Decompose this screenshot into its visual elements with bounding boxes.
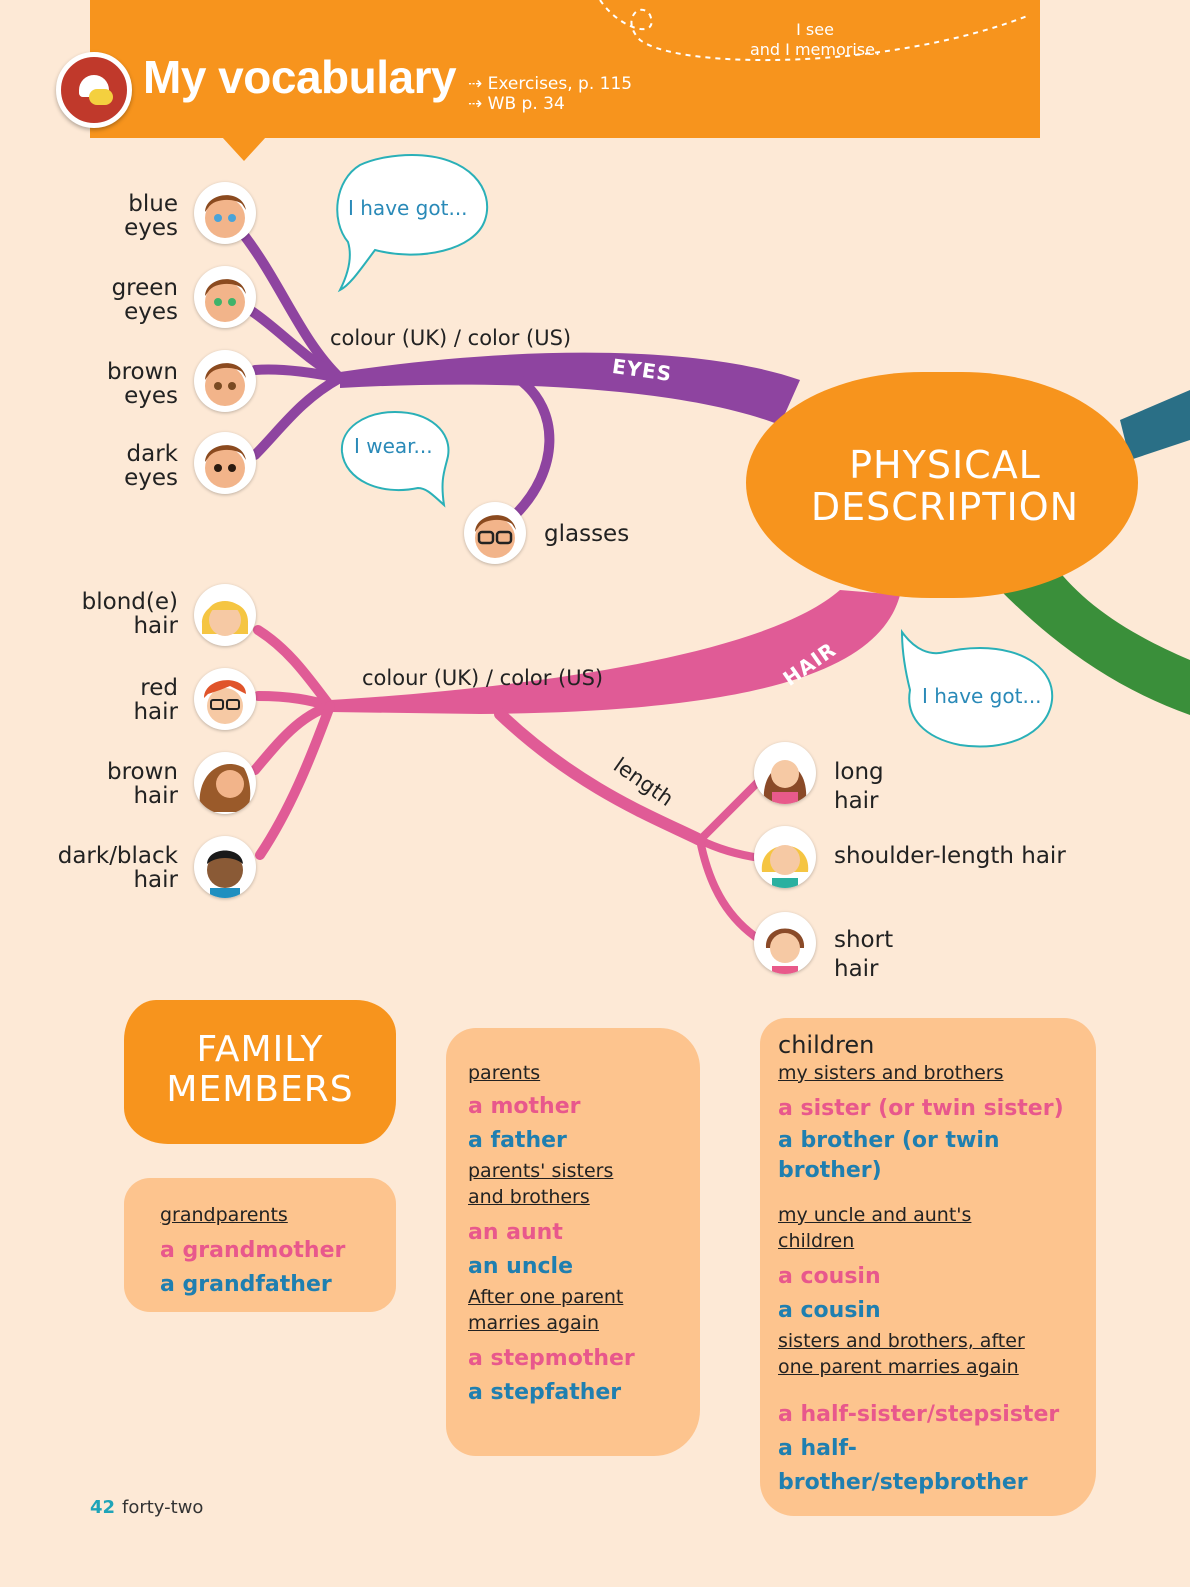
children-list xyxy=(778,1030,1088,1500)
bubble-hair-got-text: I have got... xyxy=(922,684,1042,708)
grandparents-heading: grandparents xyxy=(160,1204,288,1226)
memo-line-1: I see xyxy=(796,20,834,39)
physical-description-title xyxy=(780,444,1110,528)
eye-item-label: brown eyes xyxy=(106,359,178,409)
word-aunt: an aunt xyxy=(468,1220,563,1245)
boy-brown-eyes-icon xyxy=(194,350,256,412)
hair-item-label: dark/black hair xyxy=(57,843,178,893)
speech-bubble-wear xyxy=(342,412,449,505)
boy-blue-eyes-icon xyxy=(194,182,256,244)
boy-black-hair-icon xyxy=(194,836,256,898)
grandparents-list xyxy=(160,1202,345,1302)
eye-item-label: blue eyes xyxy=(124,191,178,241)
family-members-title xyxy=(124,1030,396,1110)
eyes-branch-label: EYES xyxy=(610,353,674,387)
glasses-label: glasses xyxy=(544,521,630,547)
eye-item-label: green eyes xyxy=(111,275,178,325)
hair-item-label: blond(e) hair xyxy=(81,589,178,639)
family-hub-line-1: FAMILY xyxy=(196,1029,324,1070)
word-mother: a mother xyxy=(468,1094,581,1119)
half-siblings-heading: sisters and brothers, after one parent marries again xyxy=(778,1330,1025,1378)
boy-green-eyes-icon xyxy=(194,266,256,328)
word-half-brother: a half-brother/stepbrother xyxy=(778,1436,1028,1495)
word-cousin-male: a cousin xyxy=(778,1298,881,1323)
remarriage-heading: After one parent marries again xyxy=(468,1286,624,1334)
boy-red-hair-icon xyxy=(194,668,256,730)
hub-line-1: PHYSICAL xyxy=(849,443,1041,487)
hair-item-label: red hair xyxy=(133,675,178,725)
eye-item-label: dark eyes xyxy=(124,441,178,491)
word-stepfather: a stepfather xyxy=(468,1380,622,1405)
word-grandmother: a grandmother xyxy=(160,1238,346,1263)
bubble-eyes-got-text: I have got... xyxy=(348,196,468,220)
ref-exercises: Exercises, p. 115 xyxy=(487,74,633,94)
shoulder-length-hair-label: shoulder-length hair xyxy=(834,843,1066,869)
memo-line-2: and I memorise. xyxy=(749,40,881,59)
long-hair-label: long hair xyxy=(834,759,884,814)
speech-bubble-eyes-got xyxy=(337,155,487,290)
page-number-words: forty-two xyxy=(122,1497,204,1518)
girl-blond-hair-icon xyxy=(194,584,256,646)
word-half-sister: a half-sister/stepsister xyxy=(778,1402,1060,1427)
page-title: My vocabulary xyxy=(143,51,457,103)
ref-workbook: WB p. 34 xyxy=(487,94,565,114)
aunts-uncles-heading: parents' sisters and brothers xyxy=(468,1160,614,1208)
boy-glasses-icon xyxy=(464,502,526,564)
boy-dark-eyes-icon xyxy=(194,432,256,494)
hair-item-label: brown hair xyxy=(106,759,178,809)
family-hub-line-2: MEMBERS xyxy=(166,1069,354,1110)
children-title: children xyxy=(778,1031,875,1059)
word-brother: a brother (or twin brother) xyxy=(778,1128,1000,1183)
siblings-heading: my sisters and brothers xyxy=(778,1062,1004,1084)
parents-list xyxy=(468,1060,693,1410)
girl-shoulder-length-hair-icon xyxy=(754,826,816,888)
girl-brown-hair-icon xyxy=(194,752,256,814)
word-uncle: an uncle xyxy=(468,1254,573,1279)
hub-line-2: DESCRIPTION xyxy=(810,485,1080,529)
hair-colour-label: colour (UK) / color (US) xyxy=(362,666,604,690)
girl-long-hair-icon xyxy=(754,742,816,804)
girl-short-hair-icon xyxy=(754,912,816,974)
parents-heading: parents xyxy=(468,1062,541,1084)
hair-branch-label: HAIR xyxy=(778,637,841,691)
cousins-heading: my uncle and aunt's children xyxy=(778,1204,972,1252)
bubble-wear-text: I wear... xyxy=(354,434,433,458)
eyes-colour-label: colour (UK) / color (US) xyxy=(330,326,572,350)
hair-length-label: length xyxy=(609,752,678,812)
word-father: a father xyxy=(468,1128,567,1153)
short-hair-label: short hair xyxy=(834,927,894,982)
word-stepmother: a stepmother xyxy=(468,1346,635,1371)
teal-branch xyxy=(1120,390,1190,460)
page-number: 42 xyxy=(90,1497,116,1518)
word-cousin-female: a cousin xyxy=(778,1264,881,1289)
arrow-icon: ⇢ xyxy=(468,94,488,114)
word-sister: a sister (or twin sister) xyxy=(778,1096,1064,1121)
word-grandfather: a grandfather xyxy=(160,1272,332,1297)
arrow-icon: ⇢ xyxy=(468,74,488,94)
